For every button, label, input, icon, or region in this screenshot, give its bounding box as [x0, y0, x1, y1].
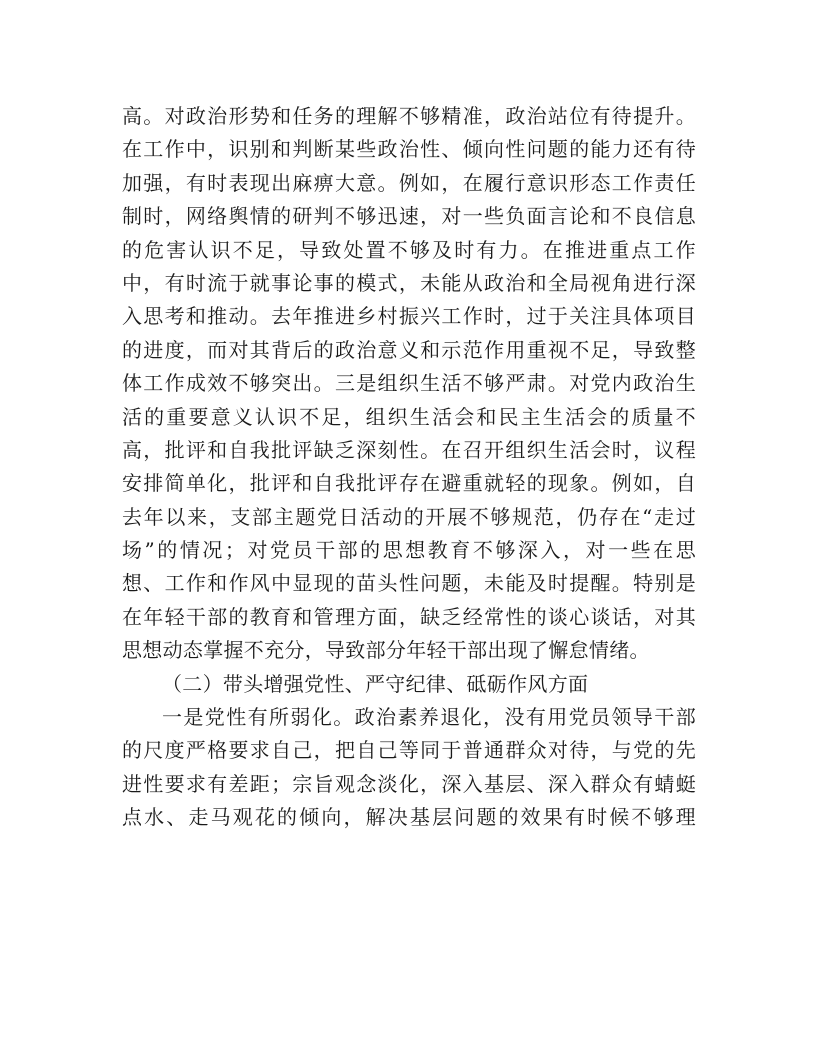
paragraph-line: 进性要求有差距；宗旨观念淡化，深入基层、深入群众有蜻蜓	[122, 771, 696, 796]
paragraph-line: 想、工作和作风中显现的苗头性问题，未能及时提醒。特别是	[122, 571, 696, 596]
paragraph-line: 的危害认识不足，导致处置不够及时有力。在推进重点工作	[122, 237, 696, 262]
paragraph-line: 加强，有时表现出麻痹大意。例如，在履行意识形态工作责任	[122, 170, 696, 195]
paragraph-line: 入思考和推动。去年推进乡村振兴工作时，过于关注具体项目	[122, 304, 696, 329]
paragraph-line: 场”的情况；对党员干部的思想教育不够深入，对一些在思	[122, 538, 696, 563]
paragraph-line: 制时，网络舆情的研判不够迅速，对一些负面言论和不良信息	[122, 204, 696, 229]
body-text	[122, 100, 696, 835]
paragraph-line: 高，批评和自我批评缺乏深刻性。在召开组织生活会时，议程	[122, 437, 696, 462]
paragraph-line: 去年以来，支部主题党日活动的开展不够规范，仍存在“走过	[122, 504, 696, 529]
paragraph-line: 点水、走马观花的倾向，解决基层问题的效果有时候不够理	[122, 805, 696, 830]
paragraph-line: 的进度，而对其背后的政治意义和示范作用重视不足，导致整	[122, 337, 696, 362]
section-heading: （二）带头增强党性、严守纪律、砥砺作风方面	[162, 671, 589, 696]
paragraph-line: 安排简单化，批评和自我批评存在避重就轻的现象。例如，自	[122, 471, 696, 496]
paragraph-line: 中，有时流于就事论事的模式，未能从政治和全局视角进行深	[122, 270, 696, 295]
paragraph-line: 体工作成效不够突出。三是组织生活不够严肃。对党内政治生	[122, 371, 696, 396]
paragraph-line: 思想动态掌握不充分，导致部分年轻干部出现了懈怠情绪。	[122, 638, 650, 663]
paragraph-line: 的尺度严格要求自己，把自己等同于普通群众对待，与党的先	[122, 738, 696, 763]
paragraph-line: 在年轻干部的教育和管理方面，缺乏经常性的谈心谈话，对其	[122, 604, 696, 629]
paragraph-line: 高。对政治形势和任务的理解不够精准，政治站位有待提升。	[122, 104, 696, 128]
paragraph-line: 一是党性有所弱化。政治素养退化，没有用党员领导干部	[162, 705, 696, 730]
paragraph-line: 活的重要意义认识不足，组织生活会和民主生活会的质量不	[122, 404, 696, 429]
paragraph-line: 在工作中，识别和判断某些政治性、倾向性问题的能力还有待	[122, 137, 696, 162]
